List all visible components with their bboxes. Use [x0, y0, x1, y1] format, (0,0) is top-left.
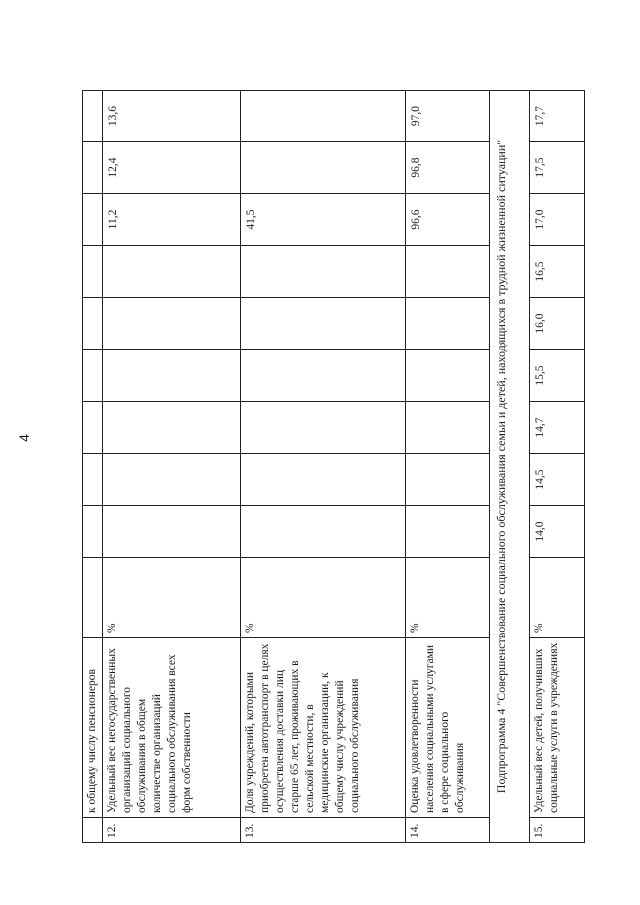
row-unit: %	[406, 558, 490, 638]
value-cell	[406, 350, 490, 402]
value-cell: 17,5	[530, 142, 585, 194]
value-cell: 15,5	[530, 350, 585, 402]
value-cell: 13,6	[103, 91, 241, 142]
subprogram-title: Подпрограмма 4 "Совершенствование социального обслуживания семьи и детей, находящихся в трудной жизненной ситуации"	[490, 91, 530, 843]
value-cell	[103, 454, 241, 506]
header-row	[83, 91, 103, 843]
value-cell	[406, 454, 490, 506]
row-number: 13.	[241, 818, 406, 843]
indicators-table	[82, 90, 585, 843]
value-cell	[103, 350, 241, 402]
value-cell: 14,5	[530, 454, 585, 506]
value-cell	[241, 91, 406, 142]
page-number: 4	[16, 434, 32, 442]
row-unit: %	[241, 558, 406, 638]
value-cell: 96,8	[406, 142, 490, 194]
empty-cell	[83, 818, 103, 843]
value-cell	[241, 298, 406, 350]
value-cell: 11,2	[103, 194, 241, 246]
value-cell	[241, 454, 406, 506]
table-row	[103, 91, 241, 843]
row-number: 15.	[530, 818, 585, 843]
value-cell	[406, 298, 490, 350]
value-cell: 96,6	[406, 194, 490, 246]
row-label: Доля учреждений, которыми приобретен автотранспорт в целях осуществления доставки лиц старше 65 лет, проживающих в сельской местности, в медицинские организации, к общему числу учреждений социального обслуживания	[241, 638, 406, 818]
value-cell	[406, 402, 490, 454]
value-cell: 41,5	[241, 194, 406, 246]
row-unit: %	[103, 558, 241, 638]
row-label: Удельный вес детей, получивших социальные услуги в учреждениях	[530, 638, 585, 818]
value-cell	[103, 298, 241, 350]
value-cell: 16,0	[530, 298, 585, 350]
subprogram-row	[490, 91, 530, 843]
row-number: 14.	[406, 818, 490, 843]
value-cell	[406, 506, 490, 558]
table-row	[241, 91, 406, 843]
value-cell: 97,0	[406, 91, 490, 142]
row-label: Удельный вес негосударственных организаций социального обслуживания в общем количестве организаций социального обслуживания всех форм собственности	[103, 638, 241, 818]
value-cell	[241, 506, 406, 558]
value-cell	[103, 246, 241, 298]
value-cell: 14,7	[530, 402, 585, 454]
value-cell	[406, 246, 490, 298]
value-cell	[241, 142, 406, 194]
header-continuation: к общему числу пенсионеров	[83, 638, 103, 818]
row-label: Оценка удовлетворенности населения социальными услугами в сфере социального обслуживания	[406, 638, 490, 818]
value-cell: 17,7	[530, 91, 585, 142]
value-cell	[241, 246, 406, 298]
row-unit: %	[530, 558, 585, 638]
value-cell: 17,0	[530, 194, 585, 246]
rotated-table-container	[82, 93, 558, 843]
table-row	[530, 91, 585, 843]
value-cell	[103, 402, 241, 454]
value-cell	[241, 350, 406, 402]
table-row	[406, 91, 490, 843]
value-cell: 16,5	[530, 246, 585, 298]
value-cell: 12,4	[103, 142, 241, 194]
value-cell	[241, 402, 406, 454]
value-cell	[103, 506, 241, 558]
value-cell: 14,0	[530, 506, 585, 558]
row-number: 12.	[103, 818, 241, 843]
